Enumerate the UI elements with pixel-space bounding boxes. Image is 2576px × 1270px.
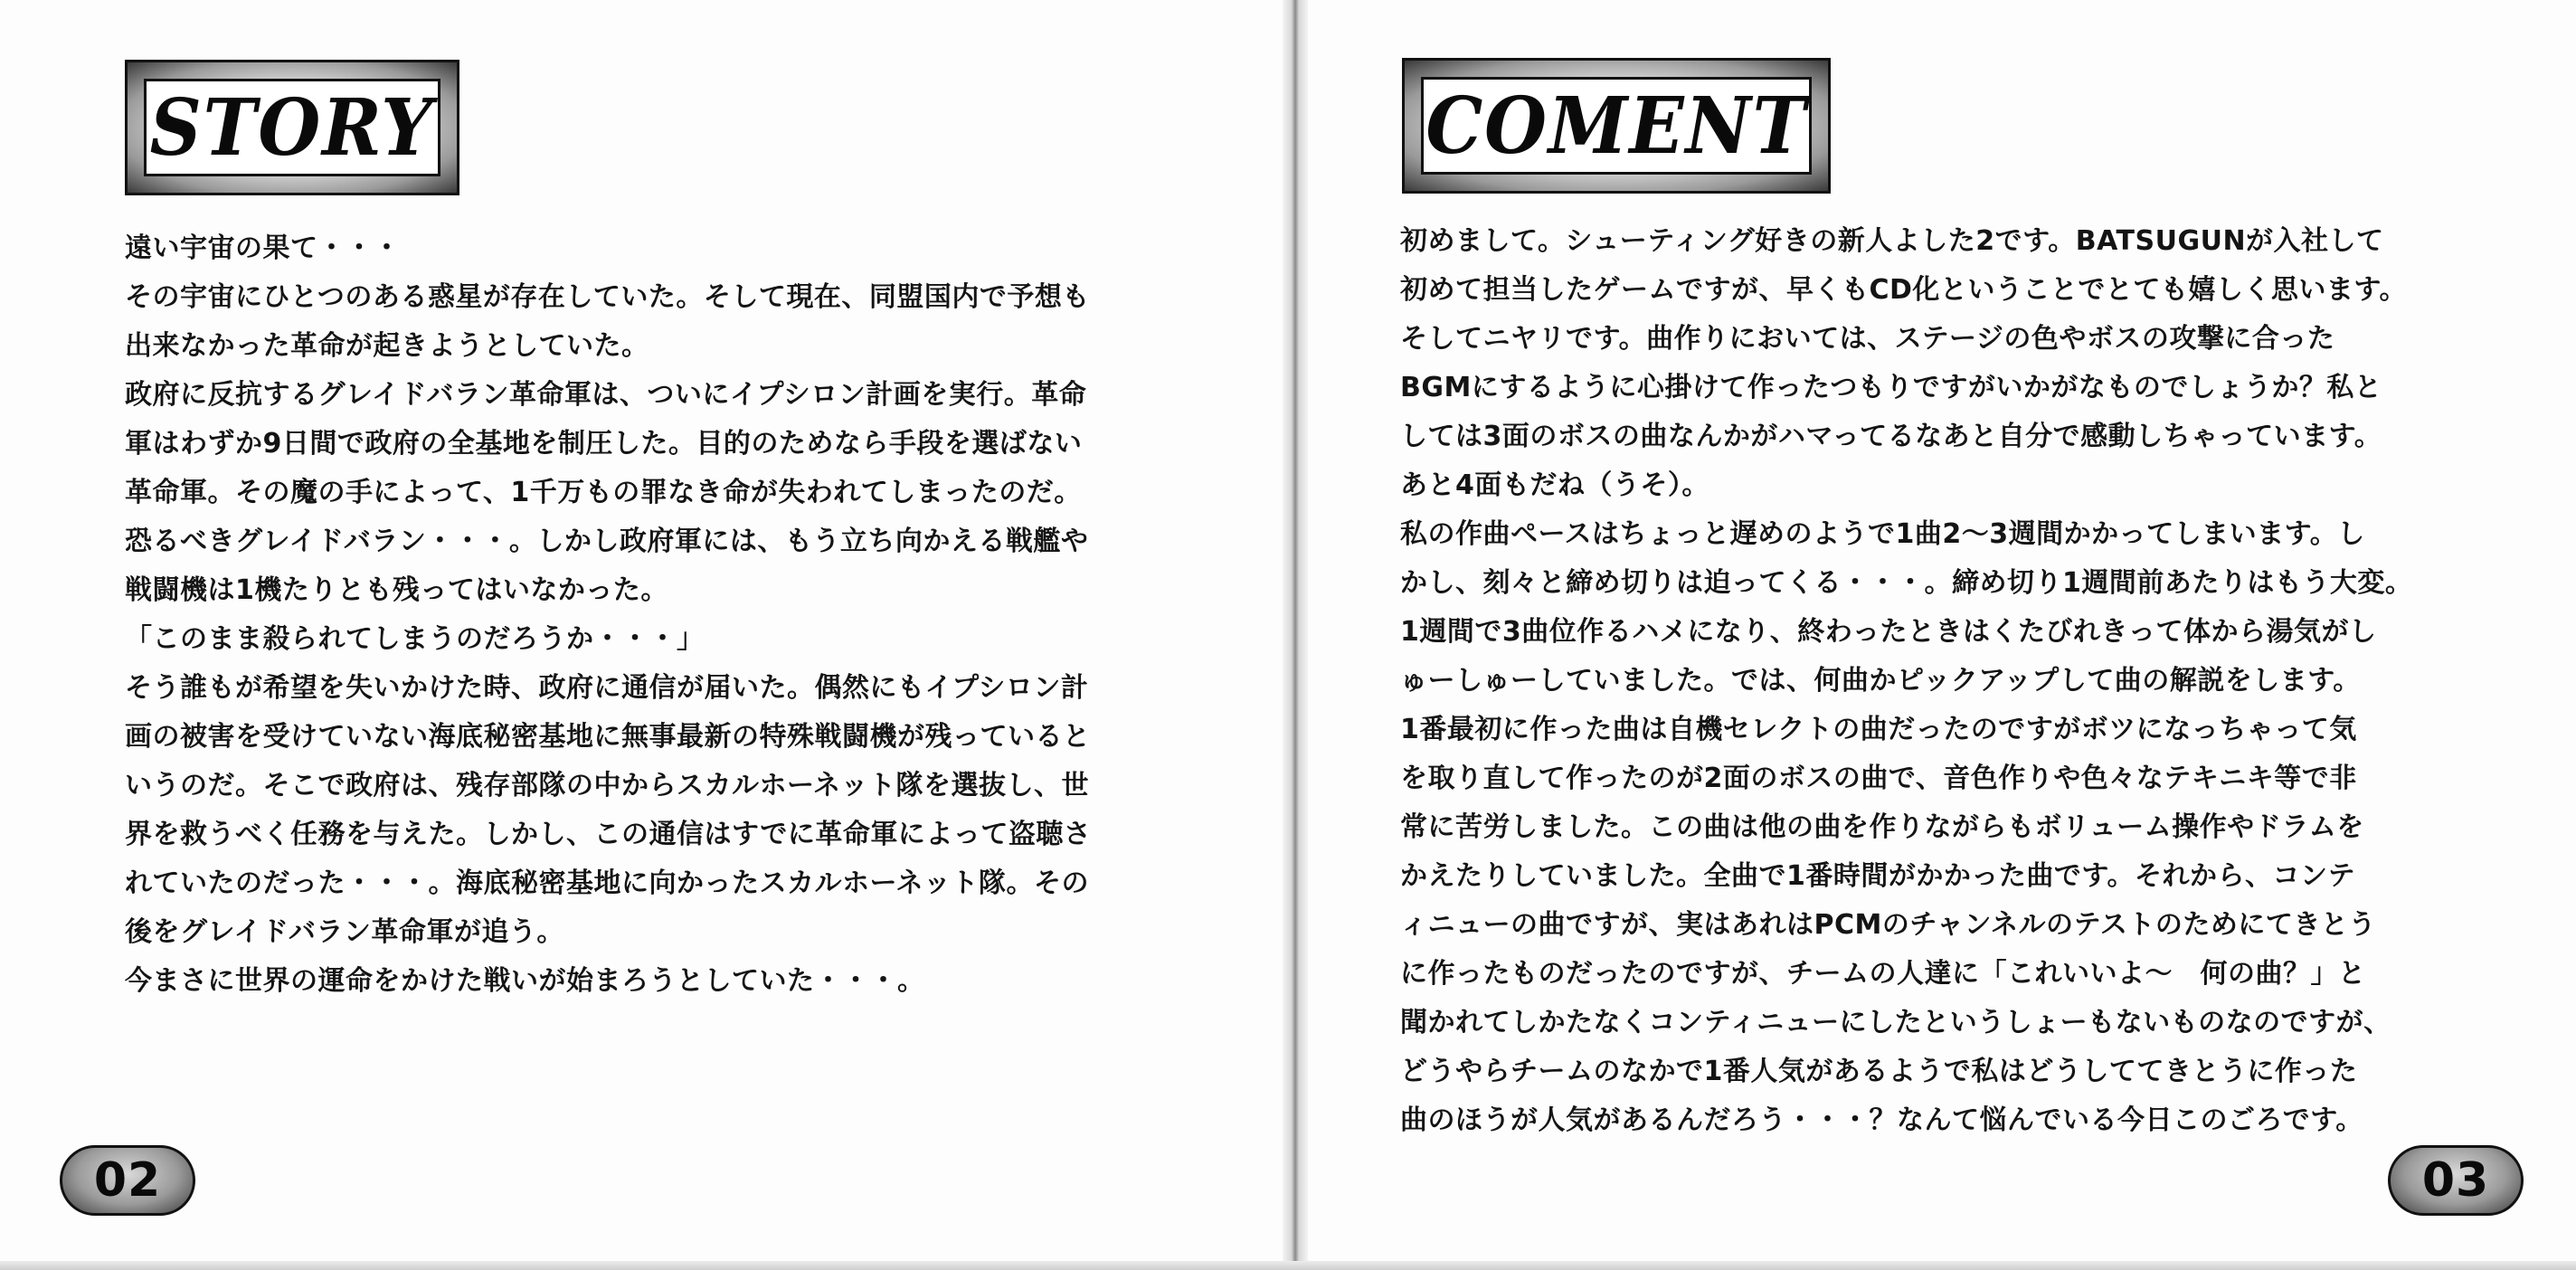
coment-text-line: 常に苦労しました。この曲は他の曲を作りながらもボリューム操作やドラムを: [1400, 811, 2364, 843]
story-text-line: 遠い宇宙の果て・・・: [125, 232, 401, 264]
page-number-badge-left: [60, 1145, 195, 1216]
story-text-line: 「このまま殺られてしまうのだろうか・・・」: [125, 623, 705, 655]
story-text-line: 革命軍。その魔の手によって、1千万もの罪なき命が失われてしまったのだ。: [125, 477, 1082, 508]
coment-text-line: を取り直して作ったのが2面のボスの曲で、音色作りや色々なテキニキ等で非: [1400, 763, 2357, 794]
story-text-line: 出来なかった革命が起きようとしていた。: [125, 330, 649, 362]
story-text-line: いうのだ。そこで政府は、残存部隊の中からスカルホーネット隊を選抜し、世: [125, 770, 1089, 801]
story-text-line: れていたのだった・・・。海底秘密基地に向かったスカルホーネット隊。その: [125, 867, 1089, 899]
page-number-right: 03: [2421, 1153, 2490, 1208]
coment-text-line: ィニューの曲ですが、実はあれはPCMのチャンネルのテストのためにてきとう: [1400, 909, 2376, 941]
story-text-line: 軍はわずか9日間で政府の全基地を制圧した。目的のためなら手段を選ばない: [125, 428, 1083, 460]
coment-text-line: かえたりしていました。全曲で1番時間がかかった曲です。それから、コンテ: [1400, 860, 2355, 892]
coment-text-line: BGMにするように心掛けて作ったつもりですがいかがなものでしょうか？私と: [1400, 372, 2382, 403]
coment-text-line: に作ったものだったのですが、チームの人達に「これいいよ～ 何の曲？」と: [1400, 958, 2366, 990]
story-heading-plate: [125, 60, 459, 195]
coment-text-line: 曲のほうが人気があるんだろう・・・？なんて悩んでいる今日このごろです。: [1400, 1104, 2363, 1136]
story-text-line: その宇宙にひとつのある惑星が存在していた。そして現在、同盟国内で予想も: [125, 281, 1090, 313]
coment-text-line: しては3面のボスの曲なんかがハマってるなあと自分で感動しちゃっています。: [1400, 421, 2382, 452]
coment-heading: COMENT: [1425, 80, 1808, 172]
coment-text-line: ゅーしゅーしていました。では、何曲かピックアップして曲の解説をします。: [1400, 665, 2361, 697]
story-text-line: 政府に反抗するグレイドバラン革命軍は、ついにイプシロン計画を実行。革命: [125, 379, 1087, 411]
book-spine: [1283, 0, 1308, 1270]
page-number-badge-right: [2388, 1145, 2524, 1216]
coment-text-line: 1週間で3曲位作るハメになり、終わったときはくたびれきって体から湯気がし: [1400, 616, 2377, 648]
coment-text: [1400, 217, 2477, 1145]
story-heading: STORY: [150, 81, 434, 174]
coment-heading-plate: [1402, 58, 1831, 194]
story-text-line: 界を救うべく任務を与えた。しかし、この通信はすでに革命軍によって盗聴さ: [125, 819, 1092, 850]
story-text-line: 画の被害を受けていない海底秘密基地に無事最新の特殊戦闘機が残っていると: [125, 721, 1091, 753]
coment-text-line: 1番最初に作った曲は自機セレクトの曲だったのですがボツになっちゃって気: [1400, 714, 2357, 745]
coment-text-line: どうやらチームのなかで1番人気があるようで私はどうしててきとうに作った: [1400, 1056, 2358, 1087]
coment-text-line: かし、刻々と締め切りは迫ってくる・・・。締め切り1週間前あたりはもう大変。: [1400, 567, 2413, 599]
coment-text-line: 聞かれてしかたなくコンティニューにしたというしょーもないものなのですが、: [1400, 1007, 2391, 1038]
story-text-line: 恐るべきグレイドバラン・・・。しかし政府軍には、もう立ち向かえる戦艦や: [125, 526, 1089, 557]
story-text: [125, 224, 1192, 1006]
story-text-line: そう誰もが希望を失いかけた時、政府に通信が届いた。偶然にもイプシロン計: [125, 672, 1089, 704]
coment-text-line: 初めまして。シューティング好きの新人よした2です。BATSUGUNが入社して: [1400, 225, 2384, 257]
coment-text-line: 初めて担当したゲームですが、早くもCD化ということでとても嬉しく思います。: [1400, 274, 2408, 306]
story-text-line: 後をグレイドバラン革命軍が追う。: [125, 916, 564, 948]
page-number-left: 02: [93, 1153, 162, 1208]
coment-heading-frame: [1421, 77, 1812, 175]
coment-text-line: 私の作曲ペースはちょっと遅めのようで1曲2～3週間かかってしまいます。し: [1400, 518, 2365, 550]
story-text-line: 今まさに世界の運命をかけた戦いが始まろうとしていた・・・。: [125, 965, 925, 997]
page-bottom-edge: [0, 1261, 2576, 1270]
story-text-line: 戦闘機は1機たりとも残ってはいなかった。: [125, 574, 668, 606]
coment-text-line: そしてニヤリです。曲作りにおいては、ステージの色やボスの攻撃に合った: [1400, 323, 2335, 355]
coment-text-line: あと4面もだね（うそ）。: [1400, 469, 1709, 501]
story-heading-frame: [144, 79, 440, 176]
